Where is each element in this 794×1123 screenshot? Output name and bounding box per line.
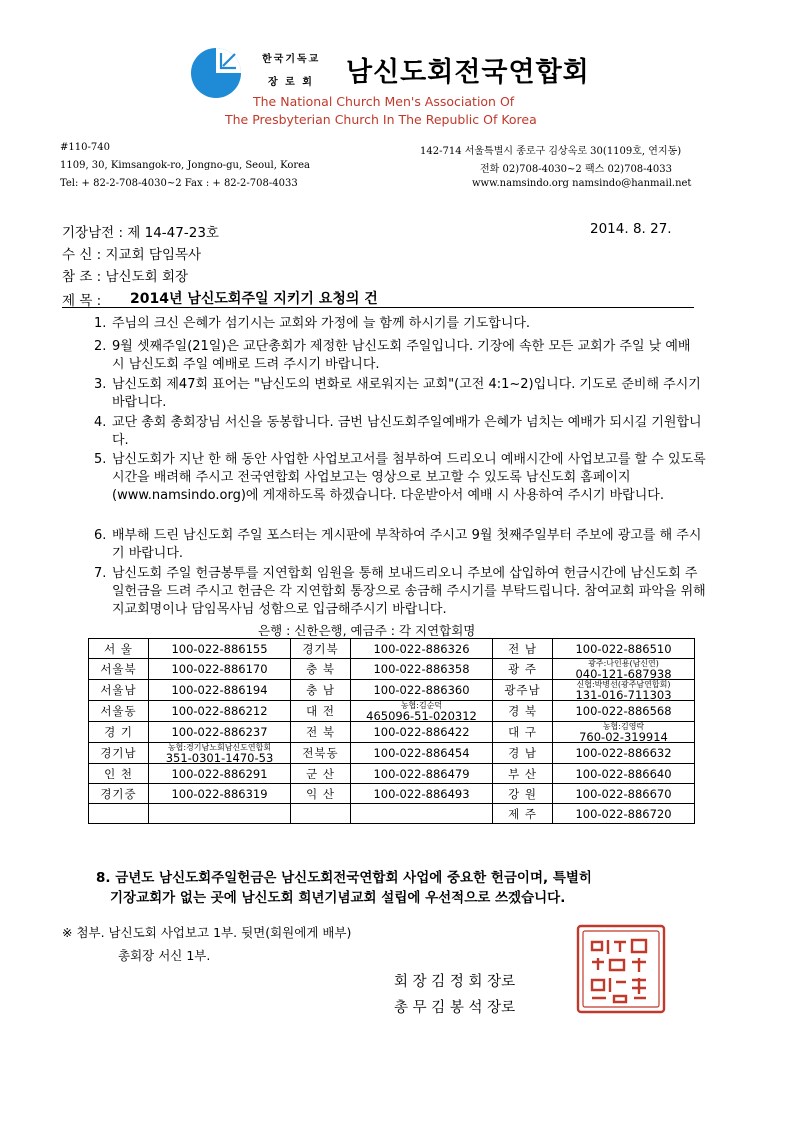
account-cell: 100-022-886568 (553, 701, 695, 722)
account-cell: 100-022-886493 (351, 784, 493, 804)
region-cell: 제 주 (493, 804, 553, 824)
account-cell: 100-022-886670 (553, 784, 695, 804)
account-cell: 100-022-886155 (149, 639, 291, 659)
list-item: 4. 교단 총회 총회장님 서신을 동봉합니다. 금번 남신도회주일예배가 은혜가 넘치는 예배가 되시길 기원합니다. (94, 415, 702, 448)
account-cell: 100-022-886194 (149, 680, 291, 701)
table-row (89, 804, 695, 824)
list-item: 5. 남신도회가 지난 한 해 동안 사업한 사업보고서를 첨부하여 드리오니 예배시간에 사업보고를 할 수 있도록 시간을 배려해 주시고 전국연합회 사업보고는 영상으로 보고할 수 있도록 남신도회 홈페이지(www.namsindo.org)에 게재하도록 하겠습니다. 다운받아서 예배 시 사용하여 주시기 바랍니다. (94, 452, 706, 503)
region-cell: 경기북 (291, 639, 351, 659)
org-english-line1: The National Church Men's Association Of (253, 94, 515, 109)
region-cell: 강 원 (493, 784, 553, 804)
account-cell (553, 680, 695, 701)
account-cell: 100-022-886640 (553, 764, 695, 784)
subject-title: 2014년 남신도회주일 지키기 요청의 건 (130, 291, 378, 307)
official-seal-icon (574, 922, 668, 1016)
document-date: 2014. 8. 27. (590, 221, 672, 237)
account-cell: 100-022-886212 (149, 701, 291, 722)
subject-label: 제 목 : (62, 293, 102, 309)
account-cell (149, 804, 291, 824)
region-cell: 경 남 (493, 743, 553, 764)
region-cell: 인 천 (89, 764, 149, 784)
account-cell: 100-022-886358 (351, 659, 493, 680)
region-cell: 군 산 (291, 764, 351, 784)
region-cell: 서울남 (89, 680, 149, 701)
account-number: 131-016-711303 (575, 688, 672, 702)
account-cell (149, 743, 291, 764)
list-item: 6. 배부해 드린 남신도회 주일 포스터는 게시판에 부착하여 주시고 9월 첫째주일부터 주보에 광고를 해 주시기 바랍니다. (94, 528, 702, 561)
account-cell: 100-022-886422 (351, 722, 493, 743)
account-number: 760-02-319914 (579, 730, 668, 744)
account-holder: 농협:김순덕 (400, 701, 443, 710)
account-holder: 농협:경기남노회남신도연합회 (167, 743, 272, 752)
account-cell: 100-022-886360 (351, 680, 493, 701)
signature-president: 회 장 김 정 회 장로 (394, 974, 516, 990)
region-cell: 충 북 (291, 659, 351, 680)
item8-line1: 8. 금년도 남신도회주일헌금은 남신도회전국연합회 사업에 중요한 헌금이며, 특별히 (96, 870, 592, 886)
account-number: 040-121-687938 (575, 667, 672, 681)
region-cell: 서 울 (89, 639, 149, 659)
region-cell: 경기중 (89, 784, 149, 804)
list-item: 1. 주님의 크신 은혜가 섬기시는 교회와 가정에 늘 함께 하시기를 기도합니다. (94, 316, 531, 331)
account-cell: 100-022-886720 (553, 804, 695, 824)
account-table (88, 638, 695, 824)
region-cell: 광주남 (493, 680, 553, 701)
region-cell: 경 북 (493, 701, 553, 722)
account-cell: 100-022-886479 (351, 764, 493, 784)
document-number: 기장남전 : 제 14-47-23호 (62, 225, 219, 241)
account-cell: 100-022-886454 (351, 743, 493, 764)
account-number: 351-0301-1470-53 (165, 751, 274, 765)
account-holder: 광주:나인용(남신연) (588, 659, 659, 668)
region-cell: 대 전 (291, 701, 351, 722)
address-en: 1109, 30, Kimsangok-ro, Jongno-gu, Seoul, Korea (60, 160, 310, 171)
org-name: 남신도회전국연합회 (346, 57, 590, 88)
region-cell: 대 구 (493, 722, 553, 743)
region-cell: 경 기 (89, 722, 149, 743)
web-email: www.namsindo.org namsindo@hanmail.net (472, 178, 692, 189)
region-cell: 서울북 (89, 659, 149, 680)
item8-line2: 기장교회가 없는 곳에 남신도회 희년기념교회 설립에 우선적으로 쓰겠습니다. (110, 890, 566, 906)
bank-info: 은행 : 신한은행, 예금주 : 각 지연합회명 (258, 623, 476, 638)
table-row (89, 764, 695, 784)
table-row (89, 701, 695, 722)
attachment-line2: 총회장 서신 1부. (118, 948, 211, 963)
account-cell: 100-022-886170 (149, 659, 291, 680)
account-cell (553, 722, 695, 743)
region-cell: 익 산 (291, 784, 351, 804)
region-cell: 서울동 (89, 701, 149, 722)
attachment-line1: ※ 첨부. 남신도회 사업보고 1부. 뒷면(회원에게 배부) (62, 925, 352, 940)
org-denomination-line2: 장 로 회 (268, 77, 314, 88)
account-cell: 100-022-886510 (553, 639, 695, 659)
region-cell: 부 산 (493, 764, 553, 784)
region-cell: 전 남 (493, 639, 553, 659)
table-row (89, 722, 695, 743)
table-row (89, 784, 695, 804)
table-row (89, 639, 695, 659)
account-holder: 농협:김영락 (602, 722, 645, 731)
subject-divider (62, 307, 694, 308)
tel-fax-en: Tel: + 82-2-708-4030~2 Fax : + 82-2-708-4033 (60, 178, 298, 189)
account-cell (351, 804, 493, 824)
table-row (89, 743, 695, 764)
table-row (89, 659, 695, 680)
postcode-en: #110-740 (60, 142, 110, 153)
account-holder: 신협:박병선(광주남연합회) (576, 680, 671, 689)
table-row (89, 680, 695, 701)
signature-secretary: 총 무 김 봉 석 장로 (394, 1000, 516, 1016)
list-item: 7. 남신도회 주일 헌금봉투를 지연합회 임원을 통해 보내드리오니 주보에 삽입하여 헌금시간에 남신도회 주일헌금을 드려 주시고 헌금은 각 지연합회 통장으로 송금해 주시기를 부탁드립니다. 참여교회 파악을 위해 지교회명이나 담임목사님 성함으로 입금해주시기 바랍니다. (94, 566, 706, 617)
account-number: 465096-51-020312 (366, 709, 477, 723)
tel-fax-kr: 전화 02)708-4030~2 팩스 02)708-4033 (480, 164, 672, 175)
address-kr: 142-714 서울특별시 종로구 김상옥로 30(1109호, 연지동) (420, 146, 682, 157)
region-cell (291, 804, 351, 824)
region-cell: 경기남 (89, 743, 149, 764)
account-cell: 100-022-886632 (553, 743, 695, 764)
account-cell (553, 659, 695, 680)
region-cell: 충 남 (291, 680, 351, 701)
list-item: 2. 9월 셋째주일(21일)은 교단총회가 제정한 남신도회 주일입니다. 기장에 속한 모든 교회가 주일 낮 예배 시 남신도회 주일 예배로 드려 주시기 바랍니다. (94, 339, 691, 372)
account-cell: 100-022-886326 (351, 639, 493, 659)
org-english-line2: The Presbyterian Church In The Republic Of Korea (225, 112, 537, 127)
list-item: 3. 남신도회 제47회 표어는 "남신도의 변화로 새로워지는 교회"(고전 4:1~2)입니다. 기도로 준비해 주시기 바랍니다. (94, 377, 701, 410)
account-cell: 100-022-886291 (149, 764, 291, 784)
region-cell: 전북동 (291, 743, 351, 764)
region-cell: 전 북 (291, 722, 351, 743)
org-denomination-line1: 한국기독교 (262, 54, 321, 65)
account-cell (351, 701, 493, 722)
reference: 참 조 : 남신도회 회장 (62, 269, 189, 285)
account-cell: 100-022-886237 (149, 722, 291, 743)
region-cell: 광 주 (493, 659, 553, 680)
region-cell (89, 804, 149, 824)
account-cell: 100-022-886319 (149, 784, 291, 804)
logo-icon (190, 47, 242, 99)
recipient: 수 신 : 지교회 담임목사 (62, 247, 202, 263)
